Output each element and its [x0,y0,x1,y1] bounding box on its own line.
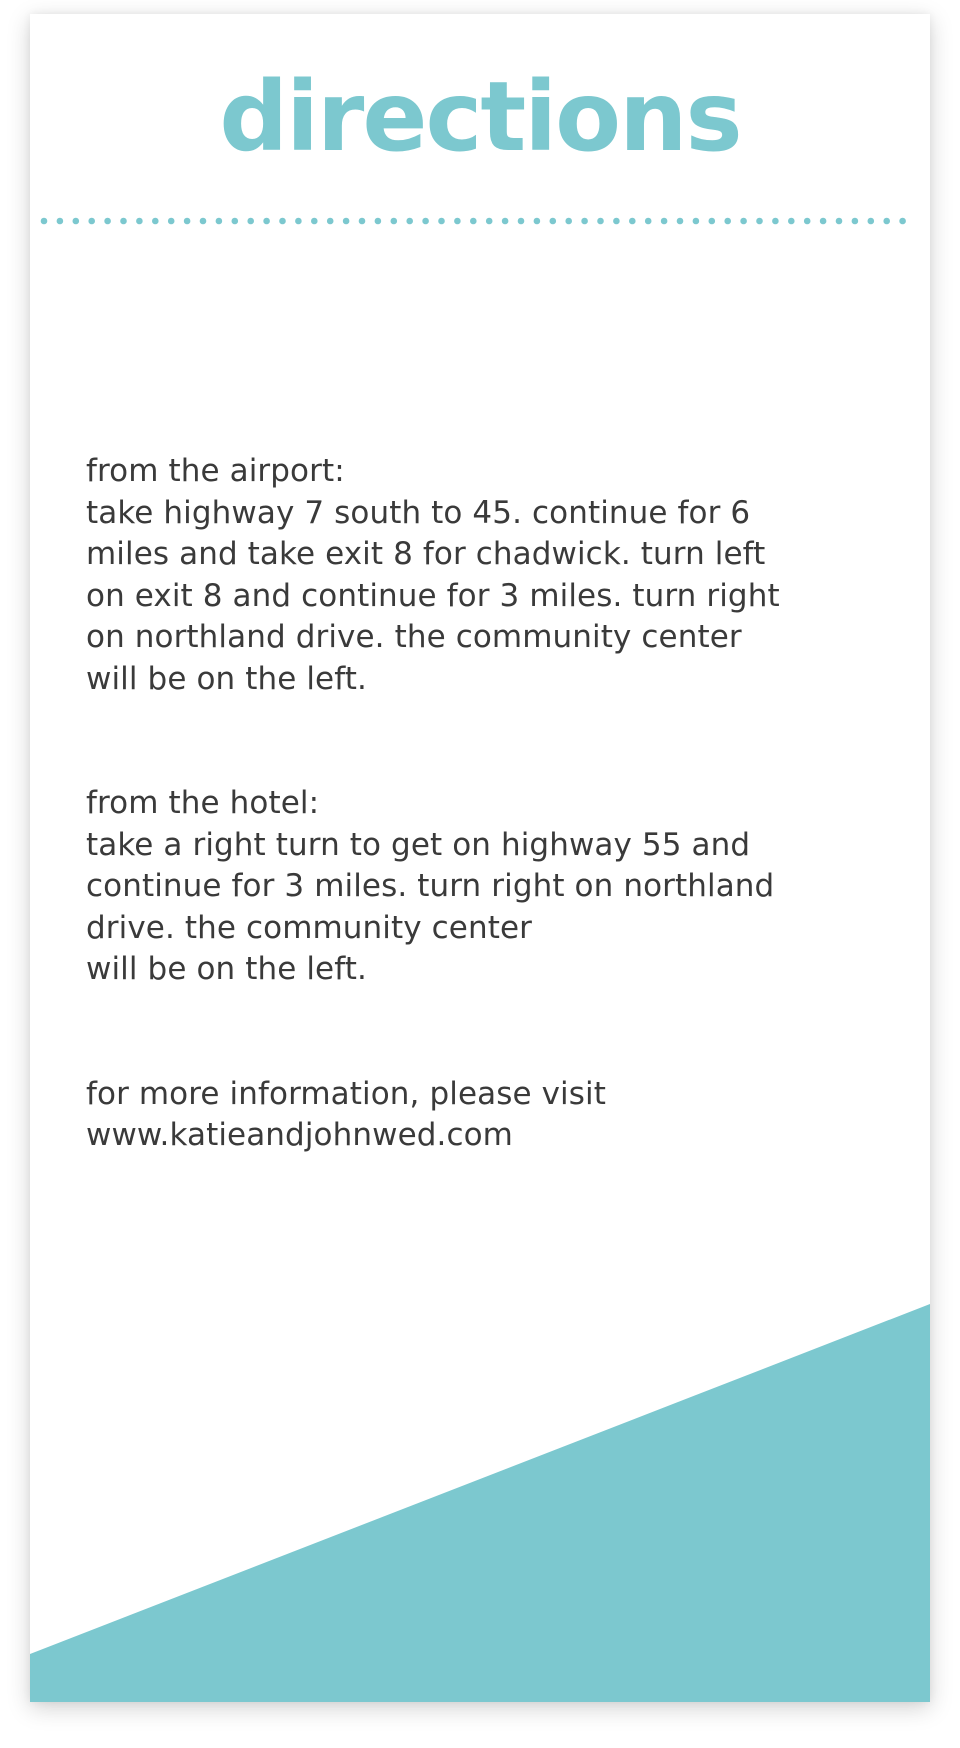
spacer [86,700,886,783]
divider-dot [534,218,541,225]
divider-dot [470,218,477,225]
divider-dot [152,218,159,225]
divider-dot [184,218,191,225]
divider-dot [756,218,763,225]
divider-dot [422,218,429,225]
section-line: miles and take exit 8 for chadwick. turn left [86,536,766,572]
divider-dot [57,218,64,225]
divider-dot [41,218,48,225]
divider-dot [311,218,318,225]
section-more-info [86,1074,886,1157]
section-line: take highway 7 south to 45. continue for 6 [86,494,751,531]
divider-dot [200,218,207,225]
divider-dot [279,218,286,225]
divider-dot [645,218,652,225]
divider-dot [359,218,366,225]
divider-dot [629,218,636,225]
spacer [86,991,886,1074]
directions-content [86,451,886,1157]
divider-dot [709,218,716,225]
section-line: will be on the left. [86,951,367,987]
divider-dot [454,218,461,225]
divider-dot [406,218,413,225]
divider-dot [661,218,668,225]
divider-dot [486,218,493,225]
divider-dot [88,218,95,225]
divider-dot [327,218,334,225]
divider-dot [804,218,811,225]
divider-dot [724,218,731,225]
section-heading: from the airport: [86,453,345,489]
divider-dot [788,218,795,225]
divider-dot [375,218,382,225]
directions-card [30,14,930,1702]
divider-dot [295,218,302,225]
divider-dot [868,218,875,225]
divider-dot [597,218,604,225]
divider-dot [550,218,557,225]
section-line: continue for 3 miles. turn right on northland [86,868,775,904]
divider-dot [232,218,239,225]
divider-dot [693,218,700,225]
divider-dot [852,218,859,225]
divider-dot [820,218,827,225]
website-link[interactable]: www.katieandjohnwed.com [86,1117,513,1153]
divider-dot [104,218,111,225]
dotted-divider [40,214,920,228]
section-line: on exit 8 and continue for 3 miles. turn right [86,577,780,614]
divider-dot [343,218,350,225]
section-line: will be on the left. [86,660,367,697]
divider-dot [613,218,620,225]
section-line: take a right turn to get on highway 55 and [86,826,751,863]
divider-dot [518,218,525,225]
section-hotel [86,783,886,991]
divider-dot [438,218,445,225]
divider-dot [73,218,80,225]
page-title: directions [219,61,741,173]
divider-dot [883,218,890,225]
divider-dot [565,218,572,225]
divider-dot [899,218,906,225]
divider-dot [168,218,175,225]
section-line: drive. the community center [86,909,532,946]
divider-dot [772,218,779,225]
section-heading: from the hotel: [86,785,320,821]
divider-dot [836,218,843,225]
divider-dot [581,218,588,225]
section-airport [86,451,886,700]
divider-dot [247,218,254,225]
divider-dot [740,218,747,225]
divider-dot [120,218,127,225]
divider-dot [136,218,143,225]
divider-dot [216,218,223,225]
section-line: on northland drive. the community center [86,619,742,655]
divider-dot [391,218,398,225]
divider-dot [502,218,509,225]
section-heading: for more information, please visit [86,1075,606,1112]
divider-dot [677,218,684,225]
divider-dot [263,218,270,225]
